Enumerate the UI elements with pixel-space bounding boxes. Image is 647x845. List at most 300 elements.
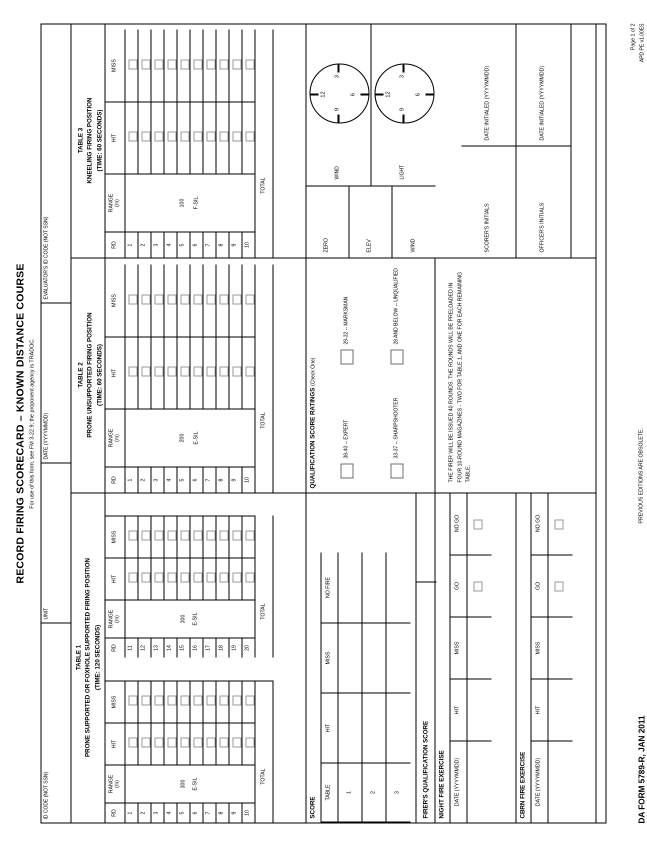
table2-hit-cell[interactable] (151, 336, 164, 408)
table1-miss-checkbox[interactable] (154, 530, 163, 540)
table2-miss-checkbox[interactable] (232, 294, 241, 304)
table2-miss-cell[interactable] (151, 264, 164, 336)
table1-hit-cell[interactable] (138, 557, 151, 599)
table2-miss-cell[interactable] (164, 264, 177, 336)
table3-hit-checkbox[interactable] (167, 131, 176, 141)
form-body-frame (40, 23, 606, 823)
table1-header-2-4: MISS (105, 515, 125, 557)
table1-miss-checkbox[interactable] (219, 530, 228, 540)
table3-hit-checkbox[interactable] (232, 131, 241, 141)
table1-hit-cell[interactable] (203, 722, 216, 764)
table2-hit-cell[interactable] (229, 336, 242, 408)
qualification-ratings-block (305, 257, 435, 492)
table1-hit-cell[interactable] (151, 722, 164, 764)
table1-header-1-4: MISS (105, 680, 125, 722)
rating-checkbox-1[interactable] (340, 463, 353, 478)
score-title: SCORE (309, 795, 316, 818)
table3-hit-cell[interactable] (203, 101, 216, 173)
table2-miss-cell[interactable] (229, 264, 242, 336)
qualification-ratings-title (309, 357, 316, 488)
table2-miss-cell[interactable] (216, 264, 229, 336)
table1-rd-cell: 15 (177, 637, 190, 657)
table3-hit-cell[interactable] (151, 101, 164, 173)
table2-miss-checkbox[interactable] (245, 294, 254, 304)
clock-label-wind: WIND (334, 165, 340, 179)
table2-miss-checkbox[interactable] (167, 294, 176, 304)
table1-miss-checkbox[interactable] (193, 530, 202, 540)
night-fire-header-2: HIT (449, 678, 467, 740)
rating-label-3: 29-32 -- MARKSMAN (343, 296, 349, 344)
night-fire-value-cell-3[interactable] (467, 616, 491, 678)
table1-hit-cell[interactable] (242, 557, 255, 599)
score-value-cell[interactable] (362, 552, 386, 622)
score-header-1: TABLE (320, 762, 338, 822)
signature-scorer-date-label: DATE INITIALED (YYYYMMDD) (461, 23, 516, 145)
qualification-ratings-title-text: QUALIFICATION SCORE RATINGS (309, 387, 316, 488)
table2-rd-cell: 1 (125, 466, 138, 492)
field-evaluator-id[interactable] (41, 23, 71, 302)
table1-hit-checkbox[interactable] (206, 737, 215, 747)
page-title: RECORD FIRING SCORECARD – KNOWN DISTANCE COURSE (14, 262, 26, 584)
qualification-ratings-check-note: (Check One) (310, 357, 316, 386)
table3-miss-checkbox[interactable] (232, 59, 241, 69)
table2-hit-checkbox[interactable] (128, 366, 137, 376)
table2-rd-cell: 6 (190, 466, 203, 492)
table3-rd-cell: 5 (177, 231, 190, 257)
table3-miss-checkbox[interactable] (245, 59, 254, 69)
table3-hit-cell[interactable] (229, 101, 242, 173)
signature-officer-date-label: DATE INITIALED (YYYYMMDD) (516, 23, 571, 145)
table2-miss-cell[interactable] (190, 264, 203, 336)
night-fire-header-1: DATE (YYYYMMDD) (449, 740, 467, 822)
score-block (305, 492, 415, 822)
wind-clock-tick (360, 93, 368, 95)
table1-miss-cell[interactable] (216, 680, 229, 722)
field-date-label: DATE (YYYYMMDD) (43, 412, 49, 459)
table2-header-4: MISS (105, 264, 125, 336)
table1-rd-cell: 16 (190, 637, 203, 657)
table1-hit-checkbox[interactable] (193, 737, 202, 747)
table3-hit-checkbox[interactable] (193, 131, 202, 141)
table2-hit-checkbox[interactable] (245, 366, 254, 376)
table1-hit-cell[interactable] (164, 557, 177, 599)
table3-rd-cell: 4 (164, 231, 177, 257)
table2-total-value[interactable] (255, 264, 273, 408)
table3-miss-checkbox[interactable] (219, 59, 228, 69)
table1-miss-checkbox[interactable] (141, 530, 150, 540)
night-fire-header-4: GO (449, 554, 467, 616)
table1-miss-cell[interactable] (151, 680, 164, 722)
wind-light-block (305, 23, 435, 185)
table2-header-2: RANGE (m) (105, 408, 125, 466)
table3-miss-checkbox[interactable] (167, 59, 176, 69)
field-id-code-label: ID CODE (NOT SSN) (43, 771, 49, 819)
field-unit[interactable] (41, 462, 71, 622)
table1-miss-cell[interactable] (229, 515, 242, 557)
table1-hit-checkbox[interactable] (232, 737, 241, 747)
table3-miss-checkbox[interactable] (180, 59, 189, 69)
score-header-4: NO FIRE (320, 552, 338, 622)
table3-hit-checkbox[interactable] (141, 131, 150, 141)
table2-miss-cell[interactable] (177, 264, 190, 336)
table3-hit-cell[interactable] (216, 101, 229, 173)
table1-hit-cell[interactable] (203, 557, 216, 599)
table3-hit-cell[interactable] (164, 101, 177, 173)
table1-miss-cell[interactable] (242, 680, 255, 722)
table3-miss-checkbox[interactable] (141, 59, 150, 69)
cbrn-fire-nogo-checkbox[interactable] (554, 520, 563, 530)
table1-range-value: 300 (179, 779, 186, 788)
table1-miss-checkbox[interactable] (206, 695, 215, 705)
table2-rd-cell: 8 (216, 466, 229, 492)
previous-editions-note: PREVIOUS EDITIONS ARE OBSOLETE. (638, 427, 644, 523)
table3-header-1: RD (105, 231, 125, 257)
wind-clock-number: 12 (320, 90, 326, 98)
score-header-2: HIT (320, 692, 338, 762)
table1-miss-cell[interactable] (190, 680, 203, 722)
table2-rd-cell: 7 (203, 466, 216, 492)
table3-grid (105, 23, 305, 257)
table3-miss-cell[interactable] (125, 29, 138, 101)
table3-rd-cell: 10 (242, 231, 255, 257)
table1-miss-cell[interactable] (138, 680, 151, 722)
score-table-number: 2 (362, 762, 386, 822)
table2-header-1: RD (105, 466, 125, 492)
table1-rd-cell: 19 (229, 637, 242, 657)
bottom-rule (595, 23, 596, 822)
table1-miss-cell[interactable] (203, 680, 216, 722)
table1-range-target: E-SIL (191, 612, 198, 625)
table2-hit-checkbox[interactable] (219, 366, 228, 376)
table3-hit-checkbox[interactable] (219, 131, 228, 141)
table1-rd-cell: 6 (190, 802, 203, 822)
table1-hit-checkbox[interactable] (219, 572, 228, 582)
table2-miss-cell[interactable] (242, 264, 255, 336)
rating-checkbox-4[interactable] (390, 349, 403, 364)
table1-miss-cell[interactable] (177, 515, 190, 557)
page-number: Page 1 of 2 (630, 23, 636, 50)
table1-hit-cell[interactable] (125, 557, 138, 599)
form-subtitle: For use of this form, see FM 3-22.9; the proponent agency is TRADOC. (28, 337, 35, 509)
apd-version: APD PE v1.00ES (639, 23, 645, 62)
table1-hit-checkbox[interactable] (141, 737, 150, 747)
table3-miss-cell[interactable] (229, 29, 242, 101)
table2-number: TABLE 2 (77, 361, 84, 388)
table1-miss-checkbox[interactable] (128, 695, 137, 705)
table1-total-label-2: TOTAL (255, 599, 273, 657)
table1-header-1-2: RANGE (m) (105, 764, 125, 802)
table1-total-label: TOTAL (255, 764, 273, 822)
table3-header-2: RANGE (m) (105, 173, 125, 231)
table1-miss-cell[interactable] (151, 515, 164, 557)
table2-rd-cell: 9 (229, 466, 242, 492)
table1-hit-cell[interactable] (229, 722, 242, 764)
table2-miss-checkbox[interactable] (154, 294, 163, 304)
table3-total-value[interactable] (255, 29, 273, 173)
table3-hit-cell[interactable] (177, 101, 190, 173)
table1-miss-cell[interactable] (177, 680, 190, 722)
table1-miss-checkbox[interactable] (232, 695, 241, 705)
table1-hit-checkbox[interactable] (154, 737, 163, 747)
table1-miss-checkbox[interactable] (180, 530, 189, 540)
table1-range-cell (125, 599, 255, 637)
rating-checkbox-2[interactable] (390, 463, 403, 478)
field-date[interactable] (41, 302, 71, 462)
table3-miss-cell[interactable] (242, 29, 255, 101)
table1-total-value[interactable] (255, 680, 273, 764)
table2-miss-cell[interactable] (203, 264, 216, 336)
table2-hit-checkbox[interactable] (141, 366, 150, 376)
table1-hit-checkbox[interactable] (128, 572, 137, 582)
table1-miss-checkbox[interactable] (232, 530, 241, 540)
table2-total-label: TOTAL (255, 408, 273, 492)
table2-hit-cell[interactable] (190, 336, 203, 408)
table3-range-target: F-SIL (192, 196, 199, 209)
table1-miss-cell[interactable] (164, 515, 177, 557)
table3-header-4: MISS (105, 29, 125, 101)
table1-miss-cell[interactable] (125, 680, 138, 722)
night-fire-header-5: NO GO (449, 492, 467, 554)
table1-header-2-2: RANGE (m) (105, 599, 125, 637)
table2-hit-checkbox[interactable] (193, 366, 202, 376)
table1-hit-cell[interactable] (216, 557, 229, 599)
rating-checkbox-3[interactable] (340, 349, 353, 364)
score-header-3: MISS (320, 622, 338, 692)
night-fire-header-3: MISS (449, 616, 467, 678)
table1-hit-checkbox[interactable] (167, 737, 176, 747)
score-value-cell[interactable] (386, 692, 410, 762)
table2-hit-cell[interactable] (164, 336, 177, 408)
firers-qualification-score-row (415, 492, 435, 822)
table2-hit-checkbox[interactable] (167, 366, 176, 376)
table1-miss-checkbox[interactable] (245, 530, 254, 540)
cbrn-fire-title: CBRN FIRE EXERCISE (519, 751, 526, 818)
score-value-cell[interactable] (338, 552, 362, 622)
table3-rd-cell: 2 (138, 231, 151, 257)
table1-hit-checkbox[interactable] (180, 737, 189, 747)
table3-miss-cell[interactable] (138, 29, 151, 101)
table1-miss-cell[interactable] (125, 515, 138, 557)
table2-hit-checkbox[interactable] (206, 366, 215, 376)
night-fire-value-cell-2[interactable] (467, 678, 491, 740)
table3-rd-cell: 1 (125, 231, 138, 257)
table3-hit-cell[interactable] (138, 101, 151, 173)
table1-total-value-2[interactable] (255, 515, 273, 599)
table1-miss-checkbox[interactable] (180, 695, 189, 705)
field-id-code[interactable] (41, 622, 71, 822)
table3-miss-checkbox[interactable] (128, 59, 137, 69)
table1-rd-cell: 17 (203, 637, 216, 657)
table1-hit-cell[interactable] (229, 557, 242, 599)
score-value-cell[interactable] (362, 692, 386, 762)
table1-miss-checkbox[interactable] (167, 695, 176, 705)
night-fire-value-cell-4[interactable] (467, 554, 491, 616)
score-value-cell[interactable] (386, 622, 410, 692)
table3-hit-checkbox[interactable] (128, 131, 137, 141)
firers-qualification-score-value[interactable] (416, 492, 436, 582)
table1-hit-checkbox[interactable] (232, 572, 241, 582)
table1-hit-checkbox[interactable] (206, 572, 215, 582)
table2-time: (TIME: 60 SECONDS) (95, 343, 103, 406)
table1-hit-checkbox[interactable] (245, 737, 254, 747)
table3-hit-cell[interactable] (242, 101, 255, 173)
form-sheet (14, 23, 646, 823)
table1-rd-cell: 11 (125, 637, 138, 657)
rating-label-4: 28 AND BELOW -- UNQUALIFIED (393, 267, 399, 344)
table2-hit-cell[interactable] (138, 336, 151, 408)
table1-rd-cell: 8 (216, 802, 229, 822)
table2-miss-cell[interactable] (138, 264, 151, 336)
table3-hit-checkbox[interactable] (180, 131, 189, 141)
table2-range-cell (125, 408, 255, 466)
table3-rd-cell: 3 (151, 231, 164, 257)
night-fire-value-cell-1[interactable] (467, 740, 491, 822)
table1-miss-cell[interactable] (164, 680, 177, 722)
table1-miss-checkbox[interactable] (219, 695, 228, 705)
table2-hit-checkbox[interactable] (154, 366, 163, 376)
table3-miss-cell[interactable] (190, 29, 203, 101)
table1-miss-cell[interactable] (138, 515, 151, 557)
table3-miss-checkbox[interactable] (154, 59, 163, 69)
firers-qualification-score-label: FIRER'S QUALIFICATION SCORE (422, 720, 429, 818)
wind-clock-face[interactable] (309, 63, 369, 123)
table1-hit-checkbox[interactable] (180, 572, 189, 582)
score-value-cell[interactable] (386, 552, 410, 622)
table2-miss-checkbox[interactable] (180, 294, 189, 304)
cbrn-fire-value-cell-1[interactable] (548, 740, 572, 822)
table3-rd-cell: 8 (216, 231, 229, 257)
table3-miss-cell[interactable] (203, 29, 216, 101)
table2-rd-cell: 10 (242, 466, 255, 492)
zero-block-label-wind: WIND (409, 238, 416, 252)
table2-range-target: E-SIL (192, 431, 199, 444)
table1-miss-checkbox[interactable] (206, 530, 215, 540)
table1-miss-checkbox[interactable] (245, 695, 254, 705)
cbrn-fire-header-2: HIT (530, 678, 548, 740)
table2-range-value: 200 (178, 433, 185, 442)
table2-title-block (71, 257, 105, 492)
table1-hit-checkbox[interactable] (141, 572, 150, 582)
cbrn-fire-value-cell-2[interactable] (548, 678, 572, 740)
table2-hit-checkbox[interactable] (232, 366, 241, 376)
table1-rd-cell: 10 (242, 802, 255, 822)
table1-hit-checkbox[interactable] (154, 572, 163, 582)
night-fire-value-cell-5[interactable] (467, 492, 491, 554)
table2-rd-cell: 4 (164, 466, 177, 492)
score-value-cell[interactable] (338, 692, 362, 762)
table2-hit-cell[interactable] (177, 336, 190, 408)
clock-label-light: LIGHT (399, 164, 405, 179)
table1-hit-cell[interactable] (190, 557, 203, 599)
table2-hit-cell[interactable] (242, 336, 255, 408)
table1-hit-cell[interactable] (125, 722, 138, 764)
table1-header-2-1: RD (105, 637, 125, 657)
table1-hit-checkbox[interactable] (167, 572, 176, 582)
table1-miss-cell[interactable] (242, 515, 255, 557)
clock-row-light (371, 23, 436, 185)
table1-miss-cell[interactable] (216, 515, 229, 557)
table1-miss-checkbox[interactable] (154, 695, 163, 705)
table2-miss-checkbox[interactable] (141, 294, 150, 304)
light-clock-face[interactable] (374, 63, 434, 123)
table1-hit-cell[interactable] (164, 722, 177, 764)
table3-hit-checkbox[interactable] (154, 131, 163, 141)
table3-hit-checkbox[interactable] (206, 131, 215, 141)
table1-rd-cell: 4 (164, 802, 177, 822)
table2-hit-cell[interactable] (216, 336, 229, 408)
field-unit-label: UNIT (43, 607, 49, 619)
cbrn-fire-value-cell-5[interactable] (548, 492, 572, 554)
form-header (14, 23, 35, 823)
table1-miss-checkbox[interactable] (128, 530, 137, 540)
score-value-cell[interactable] (338, 622, 362, 692)
table1-miss-cell[interactable] (190, 515, 203, 557)
table3-miss-checkbox[interactable] (206, 59, 215, 69)
table3-hit-cell[interactable] (125, 101, 138, 173)
signature-block (435, 23, 595, 257)
table3-miss-cell[interactable] (216, 29, 229, 101)
table3-miss-cell[interactable] (164, 29, 177, 101)
zero-block-label-zero: ZERO (306, 185, 349, 257)
cbrn-fire-go-checkbox[interactable] (554, 582, 563, 592)
table1-miss-cell[interactable] (229, 680, 242, 722)
table2-miss-cell[interactable] (125, 264, 138, 336)
table1-hit-cell[interactable] (177, 722, 190, 764)
table1-hit-checkbox[interactable] (193, 572, 202, 582)
table1-hit-checkbox[interactable] (245, 572, 254, 582)
table1-hit-cell[interactable] (138, 722, 151, 764)
cbrn-fire-value-cell-3[interactable] (548, 616, 572, 678)
light-clock-number: 3 (399, 74, 405, 78)
table3-title-block (71, 23, 105, 257)
table1-hit-cell[interactable] (190, 722, 203, 764)
table1-hit-cell[interactable] (216, 722, 229, 764)
table2-miss-checkbox[interactable] (219, 294, 228, 304)
night-fire-nogo-checkbox[interactable] (473, 520, 482, 530)
rating-label-2: 33-37 -- SHARPSHOOTER (393, 397, 399, 458)
table1-miss-checkbox[interactable] (193, 695, 202, 705)
table2-miss-checkbox[interactable] (206, 294, 215, 304)
score-value-cell[interactable] (362, 622, 386, 692)
table3-miss-cell[interactable] (177, 29, 190, 101)
table3-hit-checkbox[interactable] (245, 131, 254, 141)
cbrn-fire-value-cell-4[interactable] (548, 554, 572, 616)
cbrn-fire-block (515, 492, 595, 822)
clock-row-wind (306, 23, 371, 185)
table1-hit-checkbox[interactable] (219, 737, 228, 747)
table1-title-block (71, 492, 105, 822)
table1-hit-checkbox[interactable] (128, 737, 137, 747)
table1-hit-cell[interactable] (151, 557, 164, 599)
table1-hit-cell[interactable] (242, 722, 255, 764)
table2-miss-checkbox[interactable] (128, 294, 137, 304)
table2-hit-cell[interactable] (203, 336, 216, 408)
table1-rd-cell: 20 (242, 637, 255, 657)
table3-miss-checkbox[interactable] (193, 59, 202, 69)
table1-miss-cell[interactable] (203, 515, 216, 557)
table2-hit-checkbox[interactable] (180, 366, 189, 376)
table1-range-target: E-SIL (191, 777, 198, 790)
night-fire-go-checkbox[interactable] (473, 582, 482, 592)
table1-hit-cell[interactable] (177, 557, 190, 599)
table1-miss-checkbox[interactable] (141, 695, 150, 705)
table3-miss-cell[interactable] (151, 29, 164, 101)
signature-scorer-label: SCORER'S INITIALS (461, 145, 516, 257)
table2-miss-checkbox[interactable] (193, 294, 202, 304)
table2-hit-cell[interactable] (125, 336, 138, 408)
table3-hit-cell[interactable] (190, 101, 203, 173)
table1-miss-checkbox[interactable] (167, 530, 176, 540)
